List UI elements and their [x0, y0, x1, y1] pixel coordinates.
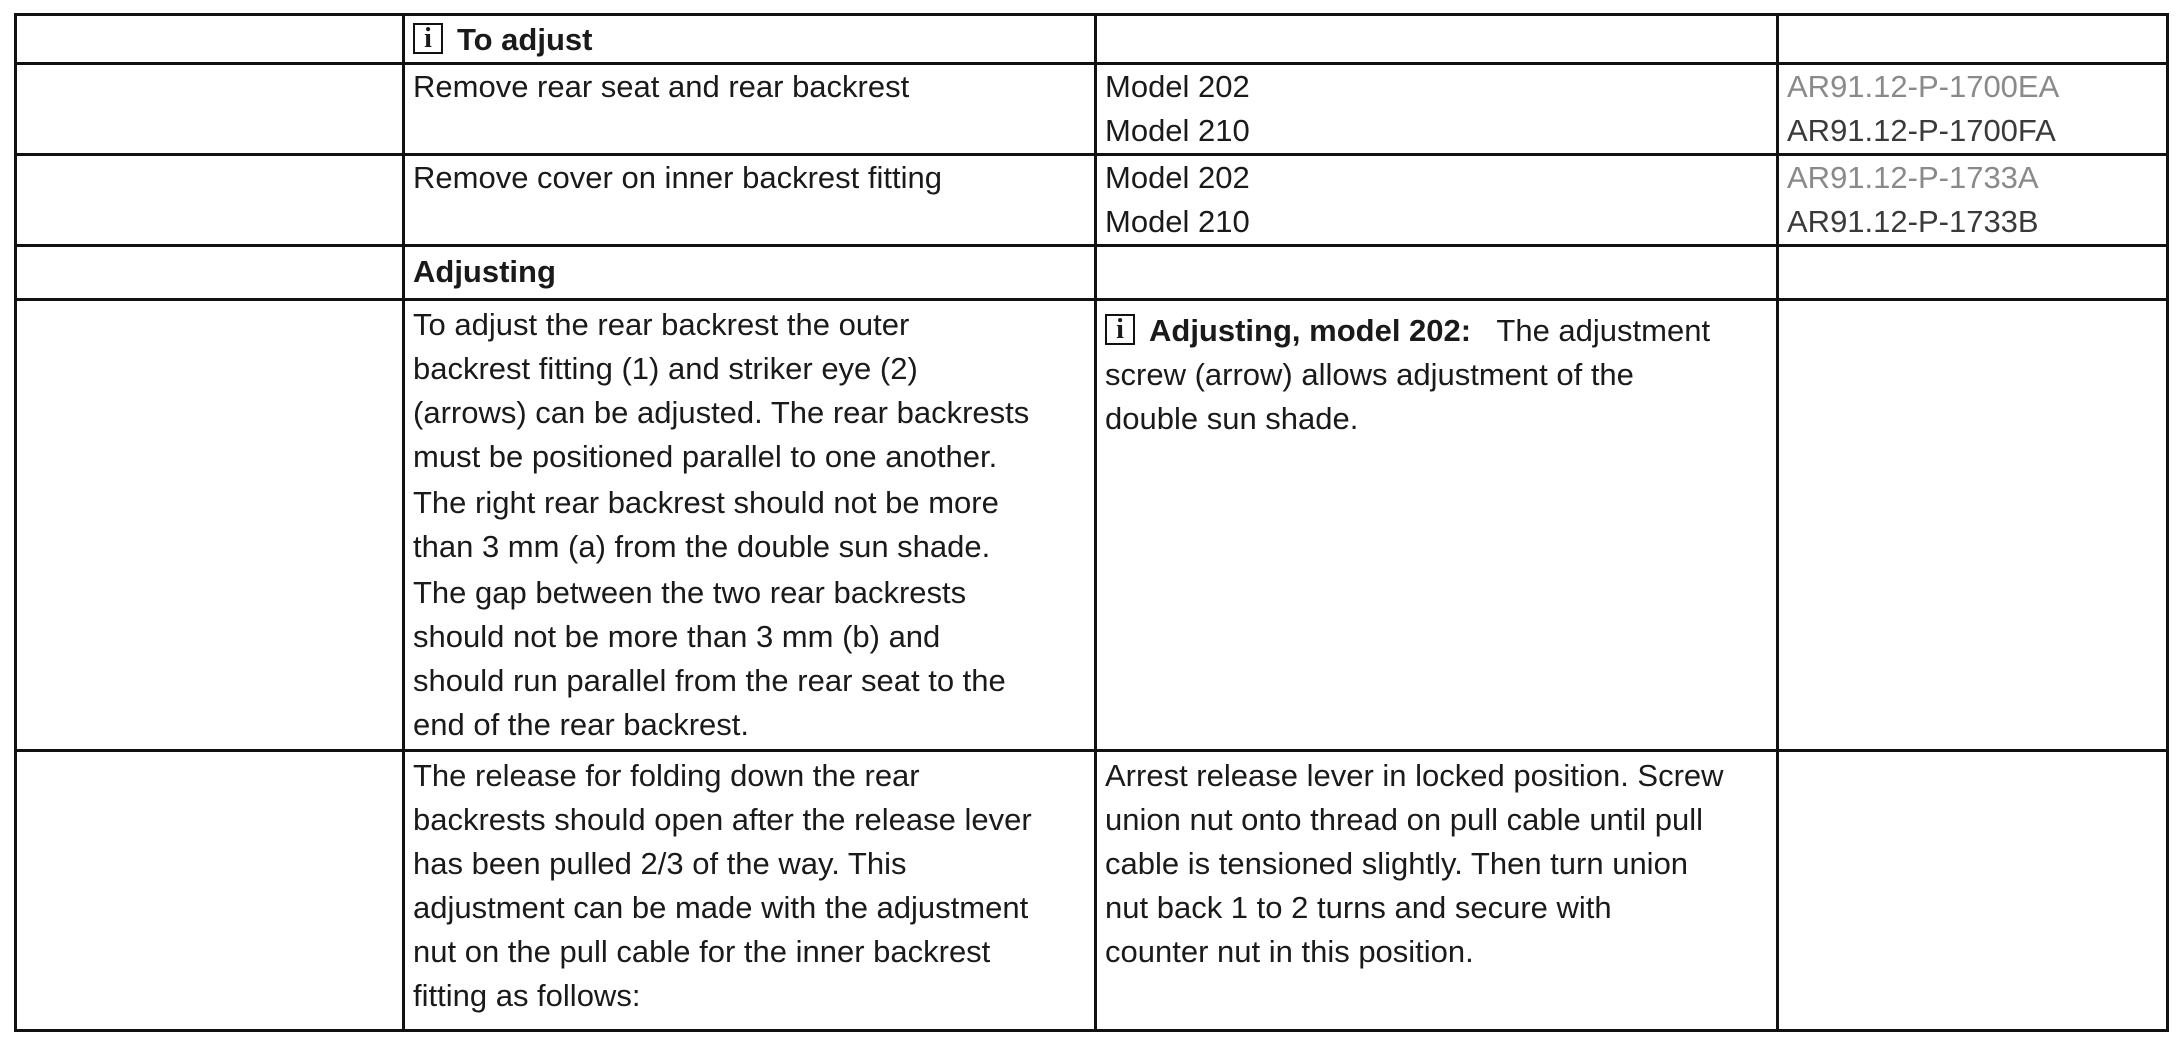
note-cell — [1096, 300, 1778, 751]
text-line: should run parallel from the rear seat to the — [413, 663, 1006, 698]
text-line: must be positioned parallel to one another. — [413, 439, 998, 474]
model-label: Model 210 — [1105, 113, 1250, 148]
text-line: The right rear backrest should not be more — [413, 485, 999, 520]
step-cell — [16, 64, 404, 155]
step-cell — [16, 15, 404, 64]
text-line: fitting as follows: — [413, 978, 641, 1013]
reference-cell — [1778, 246, 2168, 300]
text-line: The gap between the two rear backrests — [413, 575, 967, 610]
reference-cell — [1778, 64, 2168, 155]
paragraph — [413, 481, 1086, 569]
reference-link[interactable]: AR91.12-P-1700EA — [1787, 69, 2060, 104]
step-description: Remove rear seat and rear backrest — [413, 69, 910, 104]
step-cell — [16, 246, 404, 300]
reference-cell — [1778, 300, 2168, 751]
table-row — [16, 246, 2168, 300]
text-line: should not be more than 3 mm (b) and — [413, 619, 941, 654]
model-cell — [1096, 64, 1778, 155]
paragraph — [413, 571, 1086, 747]
model-cell — [1096, 155, 1778, 246]
text-line: has been pulled 2/3 of the way. This — [413, 846, 907, 881]
text-line: The adjustment — [1496, 313, 1711, 348]
description-cell — [404, 155, 1096, 246]
text-line: cable is tensioned slightly. Then turn union — [1105, 846, 1689, 881]
model-cell — [1096, 246, 1778, 300]
text-line: Arrest release lever in locked position. Screw — [1105, 758, 1724, 793]
text-line: end of the rear backrest. — [413, 707, 750, 742]
note-heading-line — [1105, 309, 1768, 353]
text-line: backrest fitting (1) and striker eye (2) — [413, 351, 918, 386]
reference-cell — [1778, 751, 2168, 1031]
section-header-cell — [404, 15, 1096, 64]
model-label: Model 202 — [1105, 160, 1250, 195]
table-row — [16, 155, 2168, 246]
text-line: counter nut in this position. — [1105, 934, 1474, 969]
model-label: Model 202 — [1105, 69, 1250, 104]
reference-link[interactable]: AR91.12-P-1733B — [1787, 204, 2039, 239]
table-row — [16, 751, 2168, 1031]
description-cell — [404, 751, 1096, 1031]
table-row — [16, 300, 2168, 751]
text-line: backrests should open after the release lever — [413, 802, 1032, 837]
text-line: To adjust the rear backrest the outer — [413, 307, 910, 342]
text-line: nut back 1 to 2 turns and secure with — [1105, 890, 1612, 925]
text-line: (arrows) can be adjusted. The rear backrests — [413, 395, 1030, 430]
model-label: Model 210 — [1105, 204, 1250, 239]
step-description: Remove cover on inner backrest fitting — [413, 160, 942, 195]
note-title: Adjusting, model 202: — [1149, 313, 1472, 348]
section-header-cell — [404, 246, 1096, 300]
text-line: double sun shade. — [1105, 401, 1359, 436]
paragraph — [413, 303, 1086, 479]
text-line: screw (arrow) allows adjustment of the — [1105, 357, 1634, 392]
table-row — [16, 64, 2168, 155]
model-cell — [1096, 15, 1778, 64]
table-row — [16, 15, 2168, 64]
description-cell — [404, 300, 1096, 751]
text-line: than 3 mm (a) from the double sun shade. — [413, 529, 991, 564]
reference-cell — [1778, 15, 2168, 64]
info-icon: i — [413, 23, 443, 54]
reference-link[interactable]: AR91.12-P-1700FA — [1787, 113, 2056, 148]
section-heading: Adjusting — [413, 254, 556, 289]
step-cell — [16, 751, 404, 1031]
text-line: union nut onto thread on pull cable until pull — [1105, 802, 1704, 837]
reference-link[interactable]: AR91.12-P-1733A — [1787, 160, 2039, 195]
instruction-cell — [1096, 751, 1778, 1031]
procedure-table — [14, 13, 2169, 1032]
text-line: nut on the pull cable for the inner backrest — [413, 934, 991, 969]
step-cell — [16, 300, 404, 751]
section-heading: To adjust — [457, 22, 593, 57]
info-icon: i — [1105, 314, 1135, 345]
text-line: The release for folding down the rear — [413, 758, 920, 793]
reference-cell — [1778, 155, 2168, 246]
step-cell — [16, 155, 404, 246]
description-cell — [404, 64, 1096, 155]
text-line: adjustment can be made with the adjustment — [413, 890, 1029, 925]
